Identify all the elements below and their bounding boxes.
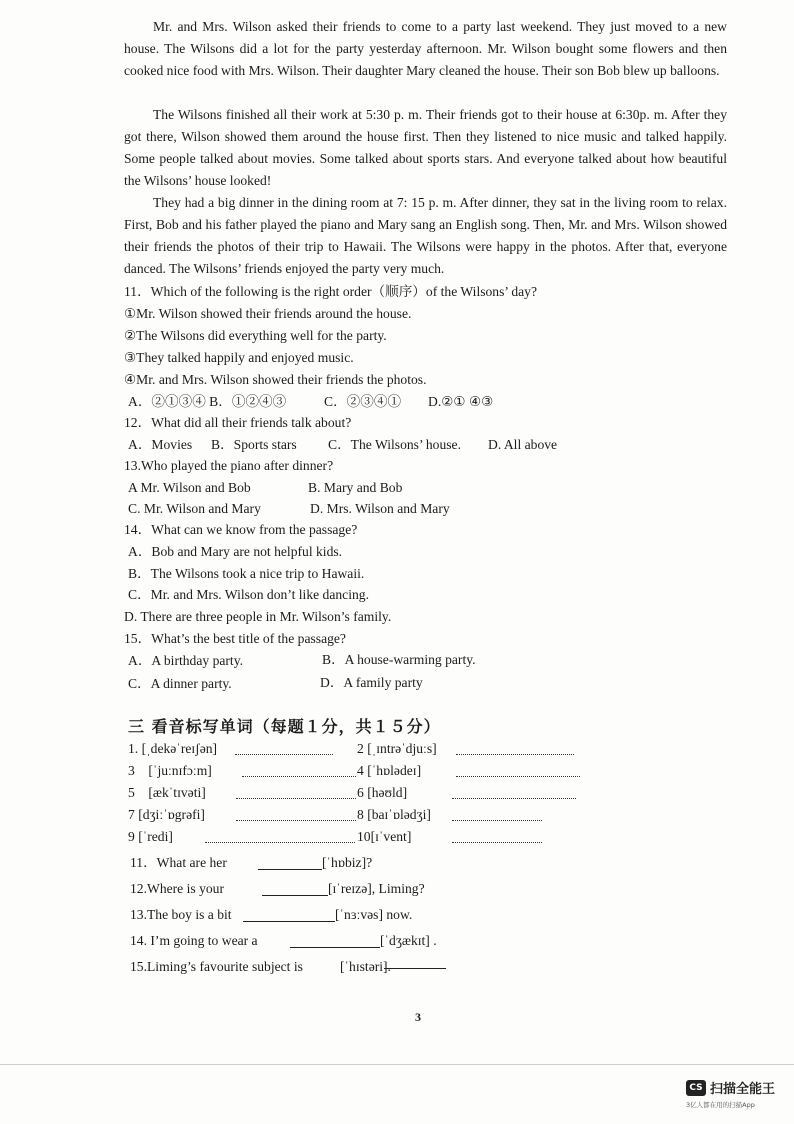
question-11-item: ②The Wilsons did everything well for the party. [124, 328, 387, 343]
phonetic-item: 5 [ækˈtɪvəti] [128, 785, 206, 800]
phonetic-item: 2 [ˌɪntrəˈdjuːs] [357, 741, 437, 756]
sentence-11-ipa: [ˈhɒbiz]? [322, 855, 373, 870]
question-11-stem: 11．Which of the following is the right order（顺序）of the Wilsons’ day? [124, 284, 537, 299]
question-12-stem: 12．What did all their friends talk about? [124, 415, 352, 430]
question-12-option-a: A．Movies [128, 437, 193, 452]
phonetic-item: 8 [baɪˈɒlədʒi] [357, 807, 431, 822]
question-13-option-c: C. Mr. Wilson and Mary [128, 501, 261, 516]
passage-paragraph-2: The Wilsons finished all their work at 5:30 p. m. Their friends got to their house at 6:30p. m. After they got there, Wilson showed them around the house first. Then they listened to nice music and talked happily. Some people talked about movies. Some talked about sports stars. And everyone talked about how beautiful the Wilsons’ house looked! [124, 107, 727, 188]
question-15-option-d: D．A family party [320, 675, 423, 690]
question-12-option-c: C．The Wilsons’ house. [328, 437, 461, 452]
question-14-stem: 14．What can we know from the passage? [124, 522, 358, 537]
question-12-option-b: B．Sports stars [211, 437, 297, 452]
scanner-brand: 扫描全能王 [710, 1082, 776, 1097]
phonetic-item: 6 [həʊld] [357, 785, 408, 800]
question-13-option-b: B. Mary and Bob [308, 480, 403, 495]
question-15-option-b: B．A house-warming party. [322, 652, 476, 667]
section-3-title: 三 看音标写单词（每题１分，共１５分） [128, 717, 441, 736]
question-14-option-b: B．The Wilsons took a nice trip to Hawaii. [128, 566, 365, 581]
phonetic-item: 10[ɪˈvent] [357, 829, 412, 844]
scanner-logo-icon: CS [686, 1080, 706, 1096]
sentence-13-text: 13.The boy is a bit [130, 907, 232, 922]
answer-blank[interactable] [384, 968, 446, 969]
question-15-stem: 15．What’s the best title of the passage? [124, 631, 346, 646]
phonetic-item: 9 [ˈredi] [128, 829, 173, 844]
sentence-15-text: 15.Liming’s favourite subject is [130, 959, 303, 974]
sentence-14-text: 14. I’m going to wear a [130, 933, 258, 948]
sentence-12-ipa: [ɪˈreɪzə], Liming? [328, 881, 425, 896]
answer-blank[interactable] [262, 895, 328, 896]
phonetic-item: 4 [ˈhɒlədeɪ] [357, 763, 422, 778]
question-11-option-ab: A．②①③④ B．①②④③ [128, 394, 287, 409]
passage-paragraph-3: They had a big dinner in the dining room at 7: 15 p. m. After dinner, they sat in the living room to relax. First, Bob and his father played the piano and Mary sang an English song. Then, Mr. and Mrs. Wilson showed their friends the photos of their trip to Hawaii. The Wilsons were happy in the photos. After that, everyone danced. The Wilsons’ friends enjoyed the party very much. [124, 195, 727, 276]
answer-blank[interactable] [236, 820, 356, 821]
question-15-option-c: C．A dinner party. [128, 676, 232, 691]
answer-blank[interactable] [236, 798, 356, 799]
question-11-item: ①Mr. Wilson showed their friends around the house. [124, 306, 412, 321]
answer-blank[interactable] [452, 820, 542, 821]
question-13-stem: 13.Who played the piano after dinner? [124, 458, 334, 473]
question-11-option-c: C．②③④① [324, 394, 402, 409]
question-13-option-a: A Mr. Wilson and Bob [128, 480, 251, 495]
phonetic-item: 3 [ˈjuːnɪfɔːm] [128, 763, 212, 778]
answer-blank[interactable] [452, 798, 576, 799]
answer-blank[interactable] [456, 776, 580, 777]
sentence-14-ipa: [ˈdʒækɪt] . [380, 933, 437, 948]
question-11-item: ③They talked happily and enjoyed music. [124, 350, 354, 365]
footer-divider [0, 1064, 794, 1065]
page-number: 3 [415, 1010, 421, 1024]
sentence-11-text: 11．What are her [130, 855, 227, 870]
sentence-15-ipa: [ˈhɪstəri]. [340, 959, 391, 974]
phonetic-item: 1. [ˌdekəˈreɪʃən] [128, 741, 218, 756]
answer-blank[interactable] [235, 754, 333, 755]
question-11-item: ④Mr. and Mrs. Wilson showed their friends the photos. [124, 372, 427, 387]
answer-blank[interactable] [243, 921, 335, 922]
answer-blank[interactable] [258, 869, 322, 870]
answer-blank[interactable] [456, 754, 574, 755]
sentence-12-text: 12.Where is your [130, 881, 224, 896]
answer-blank[interactable] [290, 947, 380, 948]
answer-blank[interactable] [242, 776, 356, 777]
question-14-option-c: C．Mr. and Mrs. Wilson don’t like dancing. [128, 587, 369, 602]
question-13-option-d: D. Mrs. Wilson and Mary [310, 501, 450, 516]
answer-blank[interactable] [205, 842, 355, 843]
sentence-13-ipa: [ˈnɜːvəs] now. [335, 907, 413, 922]
passage-paragraph-1: Mr. and Mrs. Wilson asked their friends to come to a party last weekend. They just moved to a new house. The Wilsons did a lot for the party yesterday afternoon. Mr. Wilson bought some flowers and then cooked nice food with Mrs. Wilson. Their daughter Mary cleaned the house. Their son Bob blew up balloons. [124, 19, 727, 78]
question-12-option-d: D. All above [488, 437, 558, 452]
answer-blank[interactable] [452, 842, 542, 843]
scanner-slogan: 3亿人都在用的扫描App [686, 1101, 755, 1109]
question-11-option-d: D.②① ④③ [428, 394, 494, 409]
question-14-option-a: A．Bob and Mary are not helpful kids. [128, 544, 343, 559]
phonetic-item: 7 [dʒiːˈɒgrəfi] [128, 807, 205, 822]
question-15-option-a: A．A birthday party. [128, 653, 244, 668]
question-14-option-d: D. There are three people in Mr. Wilson’s family. [124, 609, 392, 624]
